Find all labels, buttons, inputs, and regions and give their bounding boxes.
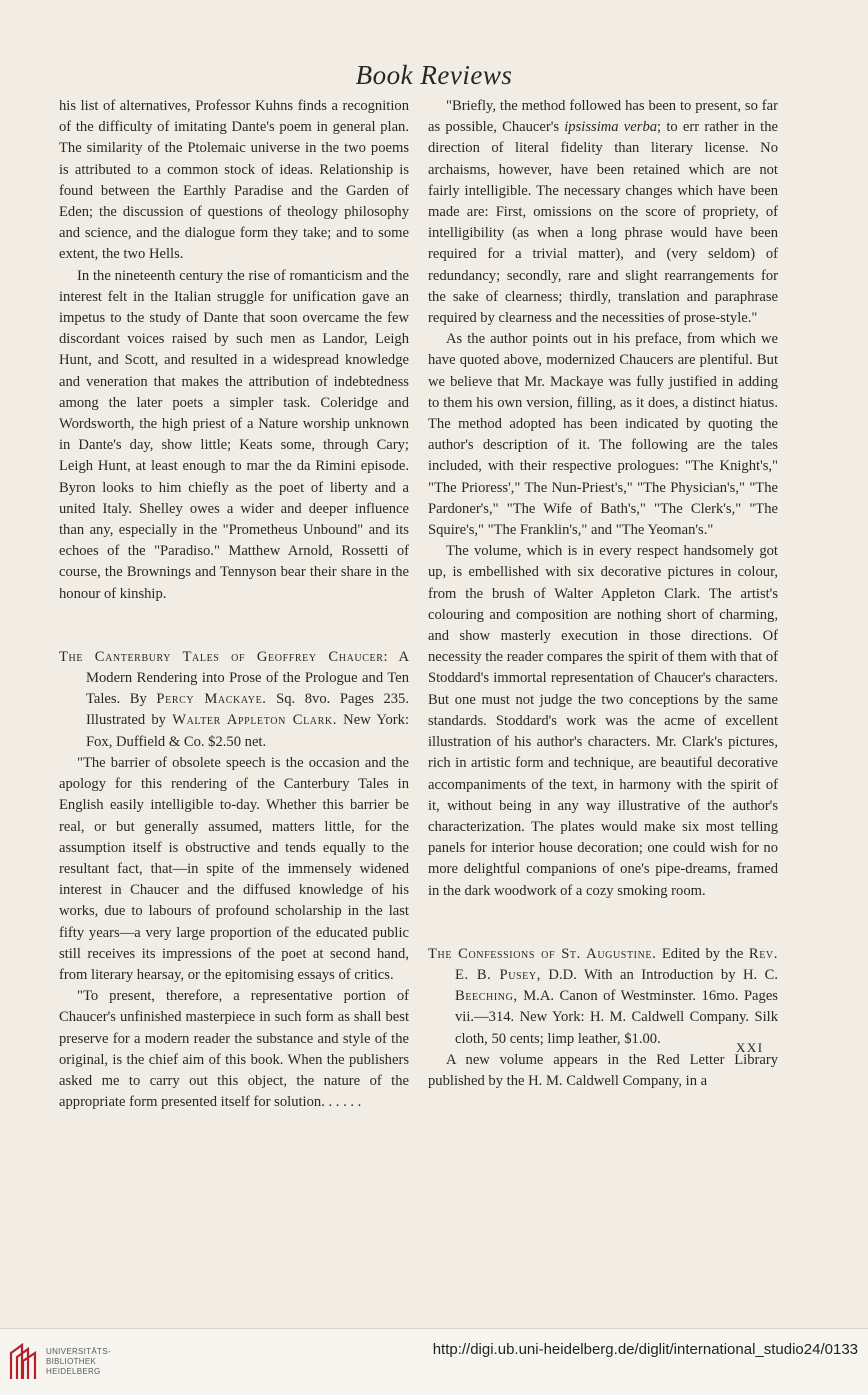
- review-heading-canterbury: [59, 647, 409, 753]
- paragraph: his list of alternatives, Professor Kuhns finds a recognition of the difficulty of imitating Dante's poem in general plan. The similarity of the Ptolemaic universe in the two poems is attributed to a common stock of ideas. Relationship is found between the Earthly Paradise and the Garden of Eden; the discussion of questions of theology philosophy and science, and the dialogue form they take; and to some extent, the two Hells.: [59, 98, 409, 263]
- page-title: Book Reviews: [355, 60, 513, 90]
- library-name-line: HEIDELBERG: [46, 1367, 101, 1376]
- review-details: Edited by the: [656, 945, 749, 962]
- paragraph: "The barrier of obsolete speech is the occasion and the apology for this rendering of the Canterbury Tales in English easily intelligible to-day. Whether this barrier be real, or but generally assumed, matters little, for the assumption itself is obstructive and tends equally to the resultant fact, that—in spite of the immensely widened interest in Chaucer and the diffused knowledge of his works, due to labours of profound scholarship in the last fifty years—a very large proportion of the educated public still receives its impressions of the poet at second hand, from literary hearsay, or the epitomising essays of critics.: [59, 754, 409, 983]
- review-author: Percy Mackaye.: [156, 691, 267, 708]
- review-illustrator: Walter Appleton Clark.: [172, 712, 337, 729]
- logo-strokes: [11, 1345, 35, 1379]
- page-number: XXI: [736, 1040, 764, 1055]
- review-intro-author: Beeching,: [455, 988, 518, 1005]
- paragraph: In the nineteenth century the rise of romanticism and the interest felt in the Italian struggle for unification gave an impetus to the study of Dante that soon overcame the few discordant voices raised by such men as Landor, Leigh Hunt, and Scott, and resulted in a widespread knowledge and veneration that makes the attribution of indebtedness among the later poets a simpler task. Coleridge and Wordsworth, the high priest of a Nature worship unknown in Dante's day, show little; Keats some, through Cary; Leigh Hunt, at least enough to mar the da Rimini episode. Byron looks to him chiefly as the poet of liberty and a united Italy. Shelley owes a wider and deeper influence than any, especially in the "Prometheus Unbound" and its echoes of the "Paradiso." Matthew Arnold, Rossetti of course, the Brownings and Tennyson bear their share in the honour of kinship.: [59, 267, 409, 602]
- italic-text: ipsissima verba: [564, 119, 658, 136]
- library-name: [46, 1347, 111, 1377]
- library-logo-icon: [8, 1343, 38, 1381]
- review-details: A Modern Rendering into Prose of the Prologue and Ten Tales. By: [86, 648, 409, 708]
- paragraph: The volume, which is in every respect handsomely got up, is embellished with six decorative pictures in colour, from the brush of Walter Appleton Clark. The artist's colouring and composition are nothing short of charming, and show masterly execution in those directions. Of necessity the reader compares the spirit of them with that of Stoddard's immortal representation of Chaucer's characters. But one must not judge the two conceptions by the same standards. Stoddard's work was the acme of excellent illustration of his author's characters. Mr. Clark's pictures, rich in artistic form and technique, are beautiful decorative accompaniments of the text, in harmony with the spirit of it, without being in any way illustrative of the author's characterization. The plates would make six most telling panels for interior house decoration; one could wish for no more delightful companions of one's pipe-dreams, framed in the dark woodwork of a cozy smoking room.: [428, 543, 778, 899]
- right-column: [428, 96, 778, 1092]
- review-heading-augustine: [428, 944, 778, 1050]
- review-details: New York: Fox, Duffield & Co. $2.50 net.: [86, 712, 410, 750]
- text-run: "Briefly, the method followed has been to present, so far as possible, Chaucer's: [428, 98, 778, 136]
- paragraph: As the author points out in his preface, from which we have quoted above, modernized Chaucers are plentiful. But we believe that Mr. Mackaye was fully justified in adding to them his own version, filling, as it does, a distinct hiatus. The method adopted has been indicated by quoting the author's description of it. The following are the tales included, with their respective prologues: "The Knight's," "The Prioress'," The Nun-Priest's," "The Physician's," "The Pardoner's," "The Wife of Bath's," "The Clerk's," "The Squire's," "The Franklin's," and "The Yeoman's.": [428, 331, 778, 539]
- source-url-link[interactable]: http://digi.ub.uni-heidelberg.de/diglit/international_studio24/0133: [432, 1341, 858, 1358]
- paragraph: [428, 96, 778, 329]
- review-details: M.A. Canon of Westminster. 16mo. Pages vii.—314. New York: H. M. Caldwell Company. Silk cloth, 50 cents; limp leather, $1.00.: [455, 988, 778, 1047]
- library-name-line: UNIVERSITÄTS-: [46, 1347, 111, 1356]
- review-title: The Confessions of St. Augustine.: [428, 945, 657, 962]
- text-run: ; to err rather in the direction of literal fidelity than literary license. No archaisms, however, have been retained which are not fairly intelligible. The necessary changes which have been made are: First, omissions on the score of propriety, of intelligibility (as when a long phrase would have been required for a trivial matter), and (very seldom) of redundancy; secondly, rare and slight rearrangements for the sake of clearness; thirdly, translation and paraphrase required by clearness and the necessities of prose-style.": [428, 119, 778, 327]
- review-editor: Rev. E. B. Pusey,: [455, 945, 778, 983]
- paragraph: A new volume appears in the Red Letter Library published by the H. M. Caldwell Company, in a: [428, 1051, 778, 1089]
- review-title: The Canterbury Tales of Geoffrey Chaucer:: [59, 648, 389, 665]
- review-details: D.D. With an Introduction by H. C.: [540, 966, 778, 983]
- left-column: [59, 96, 409, 1113]
- library-name-line: BIBLIOTHEK: [46, 1357, 97, 1366]
- review-details: Sq. 8vo. Pages 235. Illustrated by: [86, 691, 410, 729]
- paragraph: "To present, therefore, a representative portion of Chaucer's unfinished masterpiece in such form as shall best preserve for a modern reader the substance and style of the original, is the chief aim of this book. When the publishers asked me to carry out this object, the nature of the appropriate form presented itself for solution. . . . . .: [59, 988, 409, 1111]
- digitization-footer: [0, 1328, 868, 1395]
